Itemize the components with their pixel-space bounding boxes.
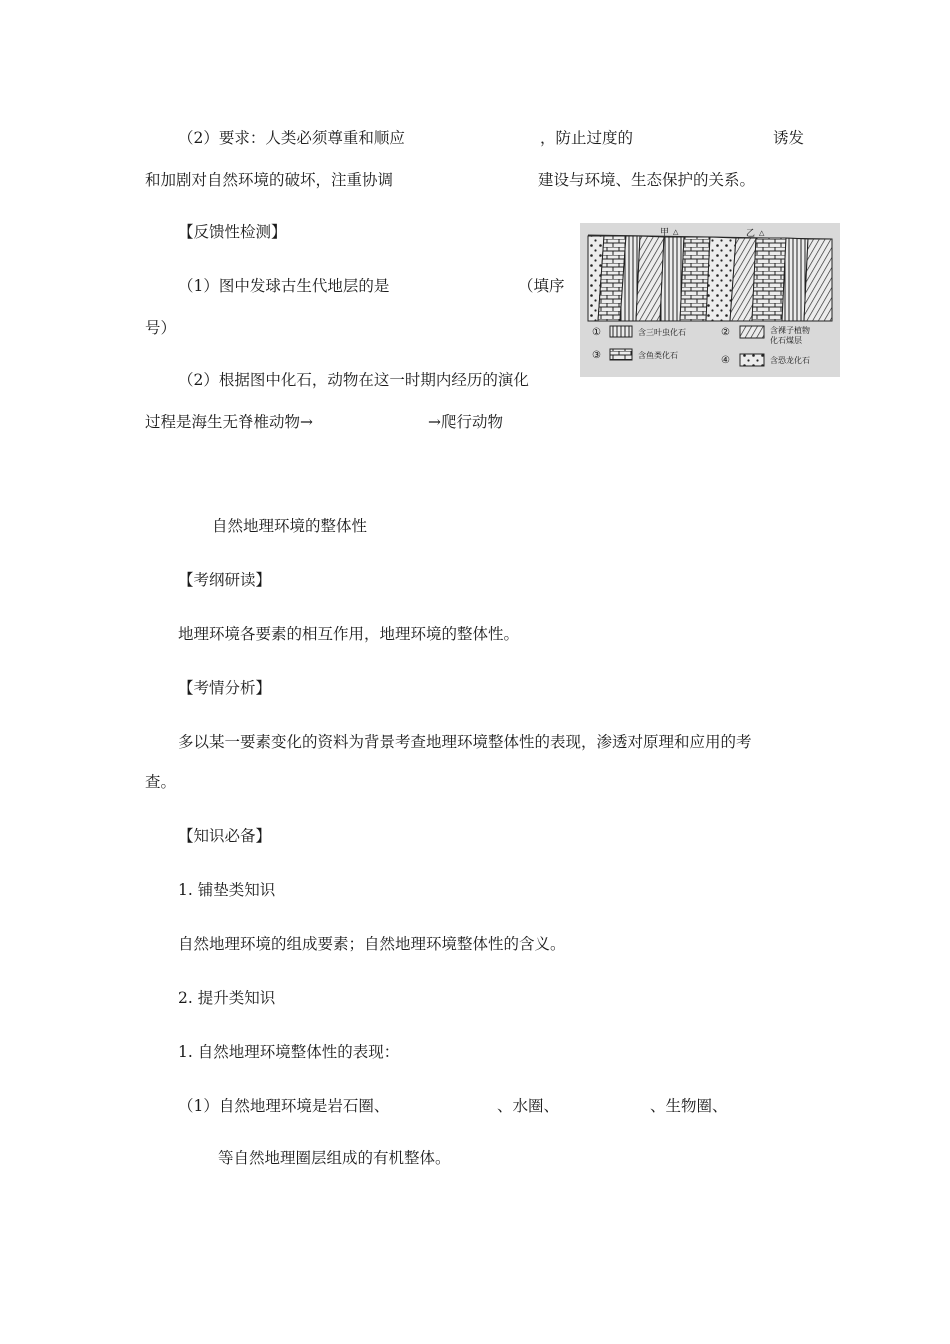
legend-num-3: ③: [592, 350, 601, 361]
legend-num-4: ④: [721, 355, 730, 366]
legend-text-2b: 化石煤层: [770, 336, 802, 345]
strata-diagram: [580, 223, 840, 377]
label-jia: 甲: [660, 228, 670, 238]
requirement-text-d: 和加剧对自然环境的破坏，注重协调: [145, 171, 394, 189]
requirement-text-c: 诱发: [773, 129, 805, 147]
question-text-c: 、生物圈、: [650, 1097, 728, 1115]
item-2-heading: 2. 提升类知识: [178, 989, 276, 1007]
kaoqing-text-b: 查。: [145, 773, 177, 791]
legend-swatch-dinosaur: [740, 354, 764, 366]
legend-swatch-gymnosperm: [740, 326, 764, 338]
requirement-text-a: （2）要求：人类必须尊重和顺应: [178, 129, 405, 147]
legend-text-1: 含三叶虫化石: [638, 328, 686, 337]
legend-num-1: ①: [592, 327, 601, 338]
question-text-d: 等自然地理圈层组成的有机整体。: [218, 1149, 451, 1167]
item-1-text: 自然地理环境的组成要素；自然地理环境整体性的含义。: [178, 935, 566, 953]
question-2-text-b: 过程是海生无脊椎动物→: [145, 413, 313, 431]
requirement-text-b: ，防止过度的: [540, 129, 634, 147]
legend-swatch-trilobite: [610, 326, 632, 337]
zhishi-heading: 【知识必备】: [178, 827, 272, 845]
kaoqing-heading: 【考情分析】: [178, 679, 272, 697]
legend-swatch-fish: [610, 349, 632, 360]
question-text-a: （1）自然地理环境是岩石圈、: [178, 1097, 390, 1115]
triangle-marker-icon: △: [673, 228, 679, 236]
strata-figure: [580, 223, 840, 377]
legend-text-4: 含恐龙化石: [770, 356, 810, 365]
item-3-heading: 1. 自然地理环境整体性的表现：: [178, 1043, 400, 1061]
kaogang-heading: 【考纲研读】: [178, 571, 272, 589]
legend-num-2: ②: [721, 327, 730, 338]
kaoqing-text-a: 多以某一要素变化的资料为背景考查地理环境整体性的表现，渗透对原理和应用的考: [178, 733, 752, 751]
question-1-text-a: （1）图中发球古生代地层的是: [178, 277, 390, 295]
question-2-text-a: （2）根据图中化石，动物在这一时期内经历的演化: [178, 371, 529, 389]
question-1-text-c: 号）: [145, 319, 177, 337]
question-text-b: 、水圈、: [497, 1097, 560, 1115]
legend-text-3: 含鱼类化石: [638, 351, 678, 360]
question-2-text-c: →爬行动物: [428, 413, 503, 431]
feedback-heading: 【反馈性检测】: [178, 223, 287, 241]
kaogang-text: 地理环境各要素的相互作用，地理环境的整体性。: [178, 625, 520, 643]
section-title: 自然地理环境的整体性: [212, 517, 368, 535]
triangle-marker-icon: △: [759, 229, 765, 237]
legend-text-2a: 含裸子植物: [770, 326, 810, 335]
requirement-text-e: 建设与环境、生态保护的关系。: [538, 171, 756, 189]
label-yi: 乙: [746, 229, 756, 239]
item-1-heading: 1. 铺垫类知识: [178, 881, 276, 899]
question-1-text-b: （填序: [518, 277, 565, 295]
